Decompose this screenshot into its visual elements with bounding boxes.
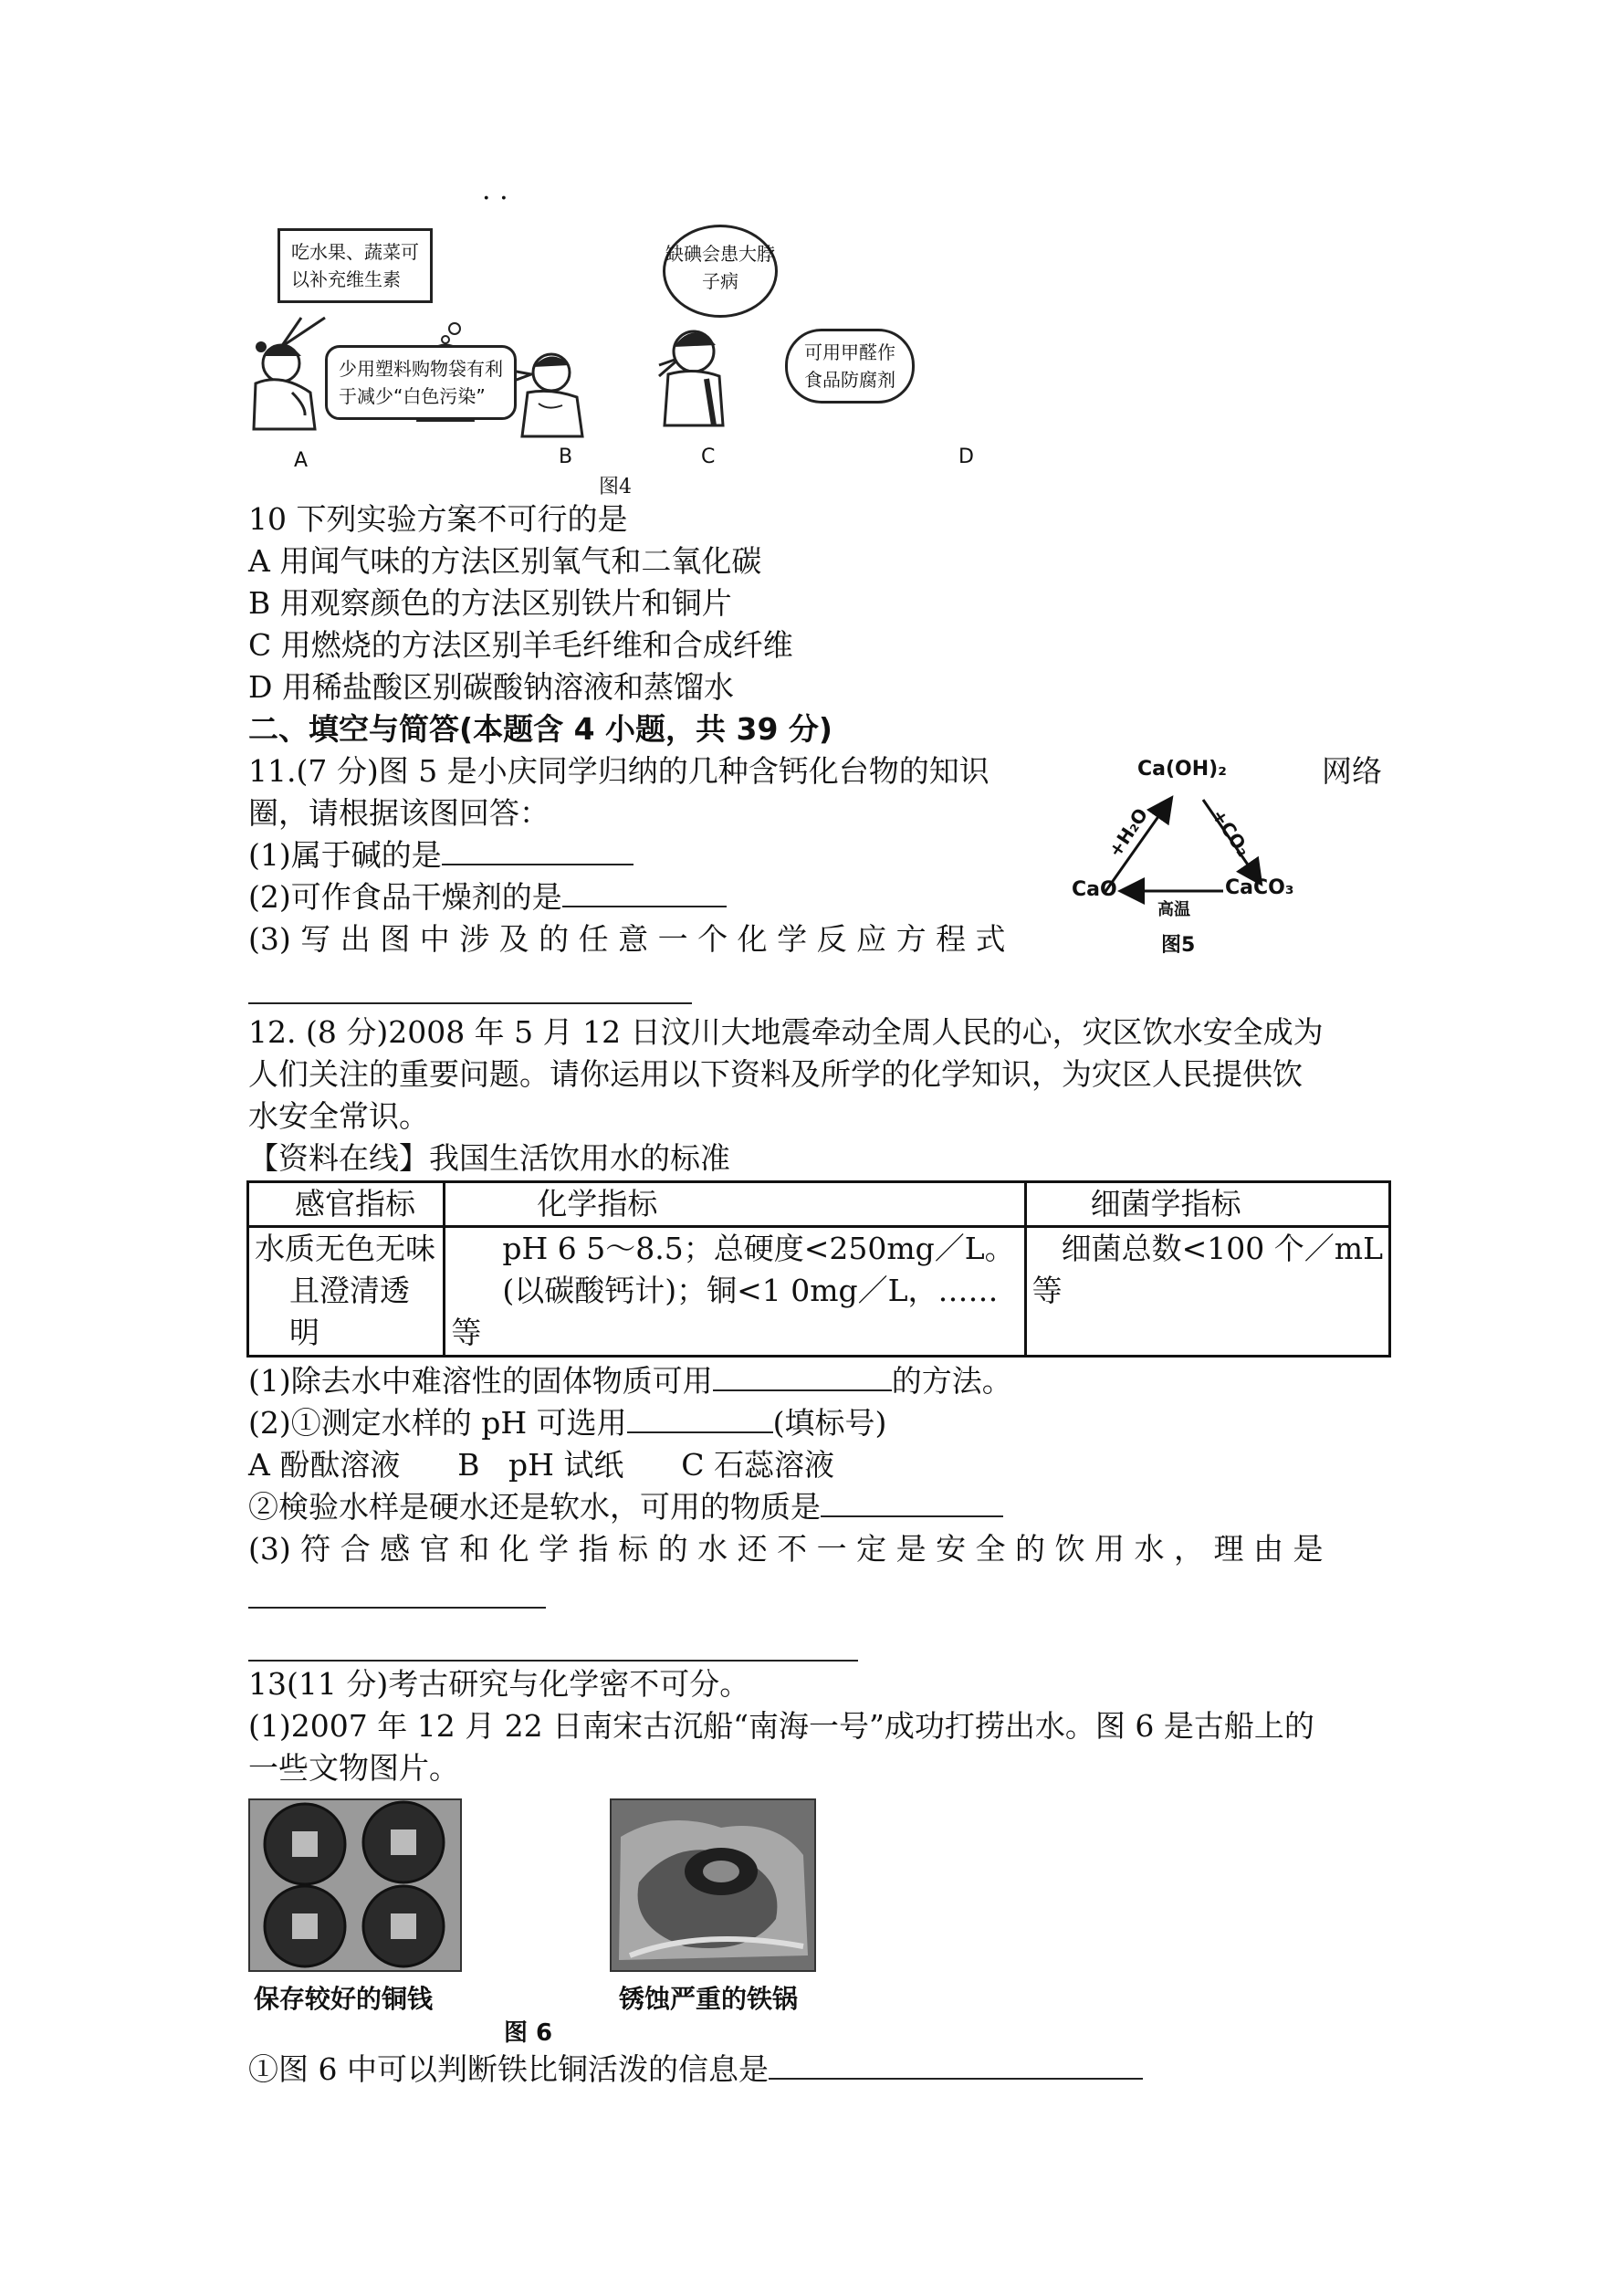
table-cell-sensory	[248, 1227, 445, 1357]
figure-5-cao: CaO	[1072, 878, 1117, 901]
bacterial-line-1: 细菌总数<100 个／mL	[1061, 1231, 1383, 1266]
q12-answer-2b-blank[interactable]	[821, 1488, 1003, 1517]
q11-answer-1-blank[interactable]	[442, 836, 633, 865]
water-standard-table	[246, 1180, 1391, 1358]
q12-answer-1-blank[interactable]	[713, 1362, 892, 1391]
q13-line-2: (1)2007 年 12 月 22 日南宋古沉船“南海一号”成功打捞出水。图 6 是古船上的	[248, 1708, 1314, 1744]
q11-line-1: 11.(7 分)图 5 是小庆同学归纳的几种含钙化台物的知识	[248, 753, 990, 789]
section-2-title: 二、填空与简答(本题含 4 小题，共 39 分)	[248, 711, 833, 747]
q12-answer-2-blank[interactable]	[627, 1404, 773, 1433]
sensory-line-1: 水质无色无味	[255, 1231, 435, 1266]
figure-5-caption: 图5	[1161, 934, 1196, 957]
q11-part-3: (3) 写 出 图 中 涉 及 的 任 意 一 个 化 学 反 应 方 程 式	[248, 921, 1006, 957]
figure-5-caco3: CaCO₃	[1225, 876, 1294, 899]
bubble-b-text: 少用塑料购物袋有利于减少“白色污染”	[339, 358, 503, 407]
table-header-bacterial: 细菌学指标	[1025, 1182, 1389, 1227]
table-header-row	[248, 1182, 1390, 1227]
table-header-chemical: 化学指标	[445, 1182, 1025, 1227]
q12-answer-3-blank-2[interactable]	[248, 1660, 858, 1662]
person-a-icon	[254, 341, 315, 429]
q11-part-1	[248, 834, 633, 876]
person-d-icon	[665, 331, 723, 425]
q11-part-2	[248, 876, 727, 918]
q12-part-2	[248, 1402, 886, 1444]
q12-part-2-suffix: (填标号)	[772, 1405, 887, 1441]
thought-cloud-c	[663, 225, 778, 318]
bubble-c-text: 缺碘会患大脖子病	[665, 243, 775, 292]
q12-part-2b-text: ②検验水样是硬水还是软水，可用的物质是	[248, 1489, 821, 1525]
figure-4	[237, 210, 1022, 498]
bubble-a-text: 吃水果、蔬菜可以补充维生素	[291, 241, 419, 290]
q10-option-b: B 用观察颜色的方法区别铁片和铜片	[248, 585, 732, 621]
q12-part-1	[248, 1360, 1012, 1402]
figure-5-co2-label: +CO₂	[1207, 804, 1255, 861]
table-cell-bacterial	[1025, 1227, 1389, 1357]
q10-option-a: A 用闻气味的方法区别氧气和二氧化碳	[248, 543, 762, 579]
q12-line-1: 12. (8 分)2008 年 5 月 12 日汶川大地震牵动全周人民的心，灾区饮水安全成为	[248, 1014, 1324, 1050]
bacterial-line-2: 等	[1031, 1273, 1063, 1308]
figure-4-label-d: D	[958, 446, 974, 468]
iron-pot-photo	[610, 1798, 816, 1972]
chemical-line-1: pH 6 5～8.5；总硬度<250mg／L。	[502, 1231, 1015, 1266]
figure-4-label-c: C	[701, 446, 716, 468]
q10-option-d: D 用稀盐酸区别碳酸钠溶液和蒸馏水	[248, 669, 734, 705]
q11-answer-2-blank[interactable]	[562, 878, 727, 907]
table-header-sensory: 感官指标	[248, 1182, 445, 1227]
q13-line-3: 一些文物图片。	[248, 1750, 459, 1786]
sensory-line-2: 且澄清透明	[289, 1273, 410, 1350]
q13-answer-1-blank[interactable]	[769, 2050, 1143, 2080]
chemical-line-2: (以碳酸钙计)；铜<1 0mg／L，……	[502, 1273, 999, 1308]
table-row	[248, 1227, 1390, 1357]
copper-coins-photo	[248, 1798, 462, 1972]
figure-4-label-a: A	[294, 449, 309, 472]
figure-4-caption: 图4	[599, 476, 632, 498]
person-b-icon	[522, 354, 582, 436]
resource-title: 【资料在线】我国生活饮用水的标准	[248, 1140, 730, 1176]
q12-part-1-text: (1)除去水中难溶性的固体物质可用	[248, 1363, 713, 1399]
iron-pot-caption: 锈蚀严重的铁锅	[619, 1984, 799, 2014]
q11-answer-3-blank[interactable]	[248, 1002, 692, 1004]
q11-part-1-text: (1)属于碱的是	[248, 837, 442, 873]
q12-part-2-text: (2)①测定水样的 pH 可选用	[248, 1405, 627, 1441]
copper-coins-icon	[250, 1800, 460, 1970]
copper-coins-caption: 保存较好的铜钱	[254, 1984, 434, 2014]
q12-line-2: 人们关注的重要问题。请你运用以下资料及所学的化学知识，为灾区人民提供饮	[248, 1056, 1303, 1092]
q12-part-2-options: A 酚酞溶液 B pH 试纸 C 石蕊溶液	[248, 1447, 835, 1483]
speech-bubble-d	[785, 329, 915, 404]
figure-5-h2o-label: +H₂O	[1104, 803, 1153, 862]
q11-line-2: 圈，请根据该图回答：	[248, 795, 550, 831]
q12-part-3: (3) 符 合 感 官 和 化 学 指 标 的 水 还 不 一 定 是 安 全 的 饮 用 水 ， 理 由 是	[248, 1531, 1324, 1567]
figure-5	[1068, 756, 1305, 966]
q11-line-1-tail: 网络	[1322, 753, 1382, 789]
chemical-line-3: 等	[451, 1315, 482, 1350]
bubble-d-text: 可用甲醛作食品防腐剂	[804, 341, 895, 391]
q12-answer-3-blank-1[interactable]	[248, 1607, 546, 1609]
iron-pot-icon	[612, 1800, 814, 1970]
figure-5-heat-label: 高温	[1157, 900, 1190, 919]
figure-4-label-b: B	[559, 446, 573, 468]
q10-option-c: C 用燃烧的方法区别羊毛纤维和合成纤维	[248, 627, 793, 663]
figure-5-caoh2: Ca(OH)₂	[1137, 758, 1227, 781]
q10-stem: 10 下列实验方案不可行的是	[248, 501, 628, 537]
speech-bubble-b	[325, 345, 517, 420]
q12-part-2b	[248, 1486, 1003, 1528]
q13-question-1	[248, 2049, 1143, 2091]
q13-line-1: 13(11 分)考古研究与化学密不可分。	[248, 1666, 750, 1702]
q12-line-3: 水安全常识。	[248, 1098, 429, 1134]
figure-6-caption: 图 6	[504, 2019, 553, 2047]
top-dots: · ·	[482, 183, 508, 215]
q11-part-2-text: (2)可作食品干燥剂的是	[248, 879, 562, 915]
table-cell-chemical	[445, 1227, 1025, 1357]
q13-question-1-text: ①图 6 中可以判断铁比铜活泼的信息是	[248, 2051, 769, 2087]
q12-part-1-suffix: 的方法。	[891, 1363, 1012, 1399]
